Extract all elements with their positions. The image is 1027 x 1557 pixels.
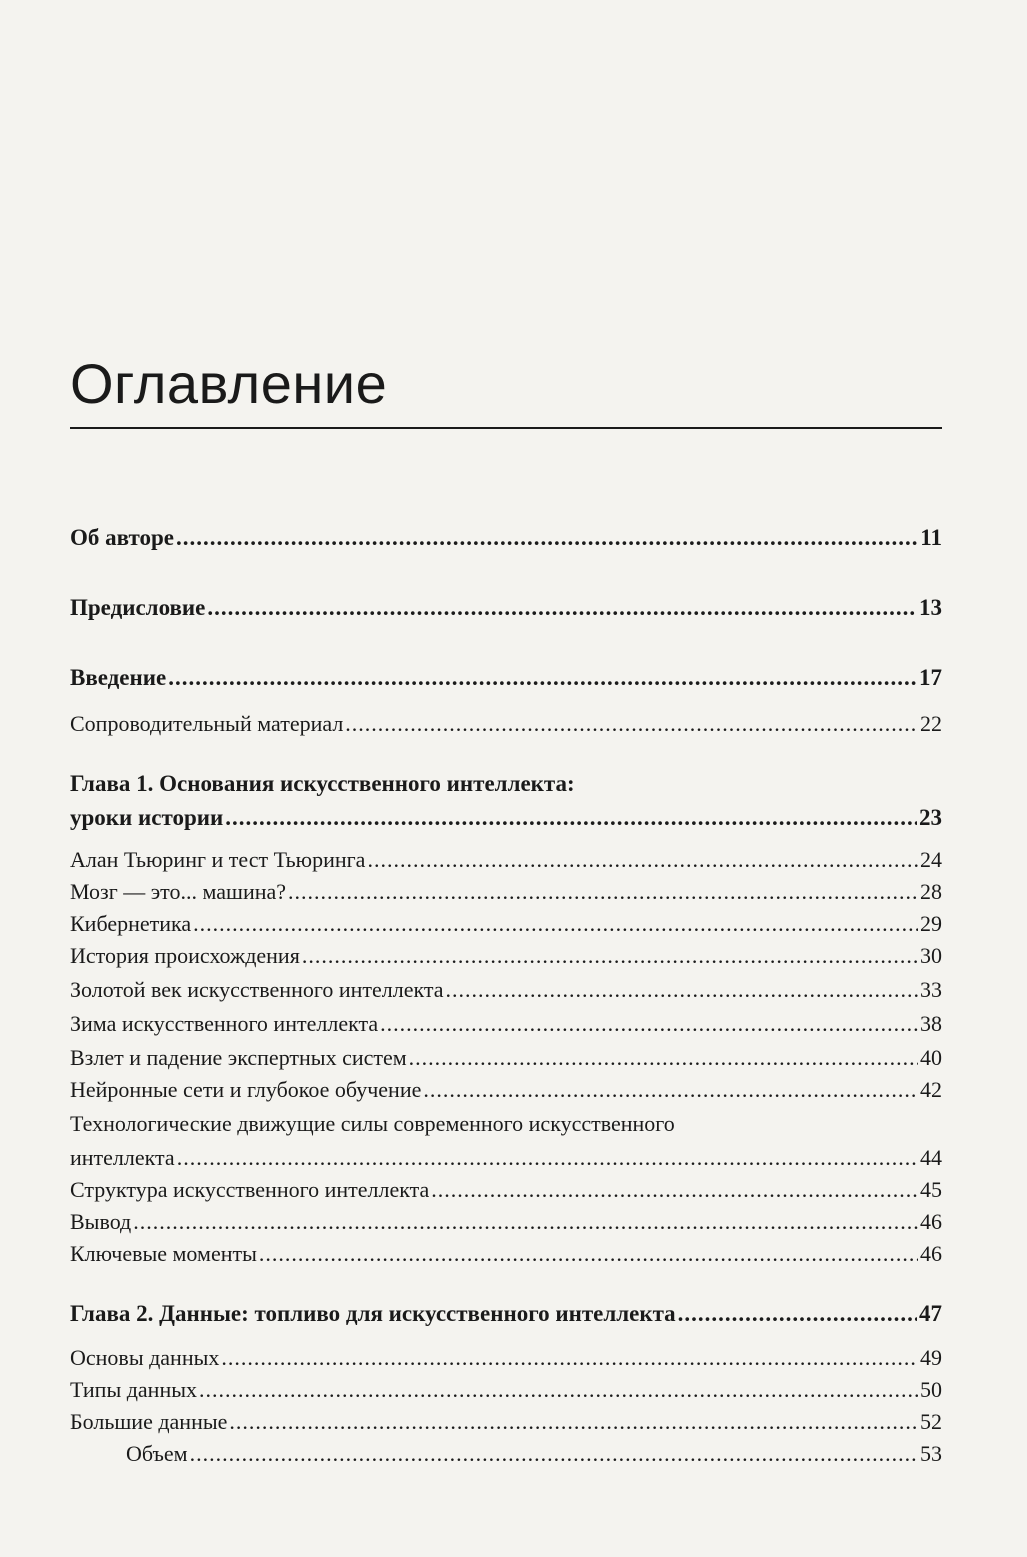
toc-page-number: 24 [920,847,942,872]
toc-entry[interactable] [70,1404,942,1440]
toc-entry[interactable] [70,1072,942,1108]
toc-leader [446,972,918,1008]
toc-entry[interactable] [70,1236,942,1272]
toc-page-number: 49 [920,1345,942,1370]
toc-page-number: 17 [919,665,942,690]
toc-entry[interactable] [70,520,942,556]
toc-leader [221,1340,918,1376]
toc-page-number: 13 [919,595,942,620]
toc-entry[interactable] [70,938,942,974]
toc-leader [229,1404,918,1440]
toc-entry[interactable] [70,1340,942,1376]
toc-page-number: 30 [920,943,942,968]
toc-entry[interactable] [70,660,942,696]
toc-page-number: 11 [920,525,942,550]
toc-entry-title: Взлет и падение экспертных систем [70,1045,407,1070]
toc-entry[interactable] [70,972,942,1008]
toc-entry-title: Основы данных [70,1345,220,1370]
toc-page-number: 33 [920,977,942,1002]
toc-leader [302,938,918,974]
toc-entry[interactable] [70,1436,942,1472]
toc-leader [190,1436,918,1472]
toc-leader [678,1296,917,1332]
toc-entry-title: Ключевые моменты [70,1241,257,1266]
toc-leader [423,1072,918,1108]
toc-entry-title: Об авторе [70,525,174,550]
toc-page-number: 28 [920,879,942,904]
toc-entry-first-line[interactable] [70,766,942,802]
toc-page-number: 52 [920,1409,942,1434]
toc-leader [380,1006,918,1042]
toc-leader [409,1040,918,1076]
toc-entry-continuation: уроки истории [70,805,224,830]
toc-page-number: 23 [919,805,942,830]
toc-entry-title: Технологические движущие силы современного искусственного [70,1111,675,1136]
toc-entry-title: Нейронные сети и глубокое обучение [70,1077,422,1102]
toc-entry[interactable] [70,842,942,878]
toc-page-number: 22 [920,711,942,736]
toc-leader [176,520,918,556]
toc-leader [259,1236,918,1272]
toc-page-number: 50 [920,1377,942,1402]
toc-leader [168,660,917,696]
title-rule [70,427,942,429]
toc-entry-continuation: интеллекта [70,1145,175,1170]
toc-entry-title: Структура искусственного интеллекта [70,1177,430,1202]
toc-leader [133,1204,918,1240]
toc-entry[interactable] [70,906,942,942]
toc-leader [431,1172,918,1208]
toc-entry[interactable] [70,706,942,742]
toc-leader [207,590,917,626]
toc-entry[interactable] [70,1172,942,1208]
toc-leader [199,1372,918,1408]
toc-entry[interactable] [70,1140,942,1176]
toc-leader [345,706,918,742]
toc-entry-title: Золотой век искусственного интеллекта [70,977,444,1002]
toc-entry-title: Большие данные [70,1409,228,1434]
toc-page-number: 46 [920,1241,942,1266]
toc-page-number: 46 [920,1209,942,1234]
toc-entry[interactable] [70,1204,942,1240]
toc-entry[interactable] [70,800,942,836]
toc-page-number: 47 [919,1301,942,1326]
toc-entry-title: Глава 2. Данные: топливо для искусственного интеллекта [70,1301,676,1326]
toc-page-number: 53 [920,1441,942,1466]
toc-entry-title: Сопроводительный материал [70,711,344,736]
toc-entry-title: Алан Тьюринг и тест Тьюринга [70,847,366,872]
toc-page-number: 45 [920,1177,942,1202]
toc-entry-first-line[interactable] [70,1106,942,1142]
toc-entry[interactable] [70,1296,942,1332]
toc-entry-title: Зима искусственного интеллекта [70,1011,379,1036]
toc-entry[interactable] [70,874,942,910]
toc-entry-title: Вывод [70,1209,132,1234]
toc-entry-title: Типы данных [70,1377,198,1402]
toc-entry-title: История происхождения [70,943,300,968]
toc-leader [193,906,918,942]
toc-page-number: 42 [920,1077,942,1102]
toc-entry-title: Кибернетика [70,911,192,936]
toc-page-number: 44 [920,1145,942,1170]
toc-entry-title: Введение [70,665,167,690]
toc-page-number: 38 [920,1011,942,1036]
toc-entry[interactable] [70,1006,942,1042]
toc-entry-title: Предисловие [70,595,206,620]
toc-entry-title: Мозг — это... машина? [70,879,287,904]
toc-leader [367,842,918,878]
toc-entry-title: Объем [126,1441,188,1466]
toc-page-number: 29 [920,911,942,936]
toc-leader [177,1140,918,1176]
toc-entry[interactable] [70,1372,942,1408]
toc-entry[interactable] [70,590,942,626]
toc-leader [225,800,917,836]
toc-page-number: 40 [920,1045,942,1070]
toc-leader [288,874,918,910]
page-title: Оглавление [70,352,388,415]
toc-entry[interactable] [70,1040,942,1076]
toc-entry-title: Глава 1. Основания искусственного интеллекта: [70,771,575,796]
